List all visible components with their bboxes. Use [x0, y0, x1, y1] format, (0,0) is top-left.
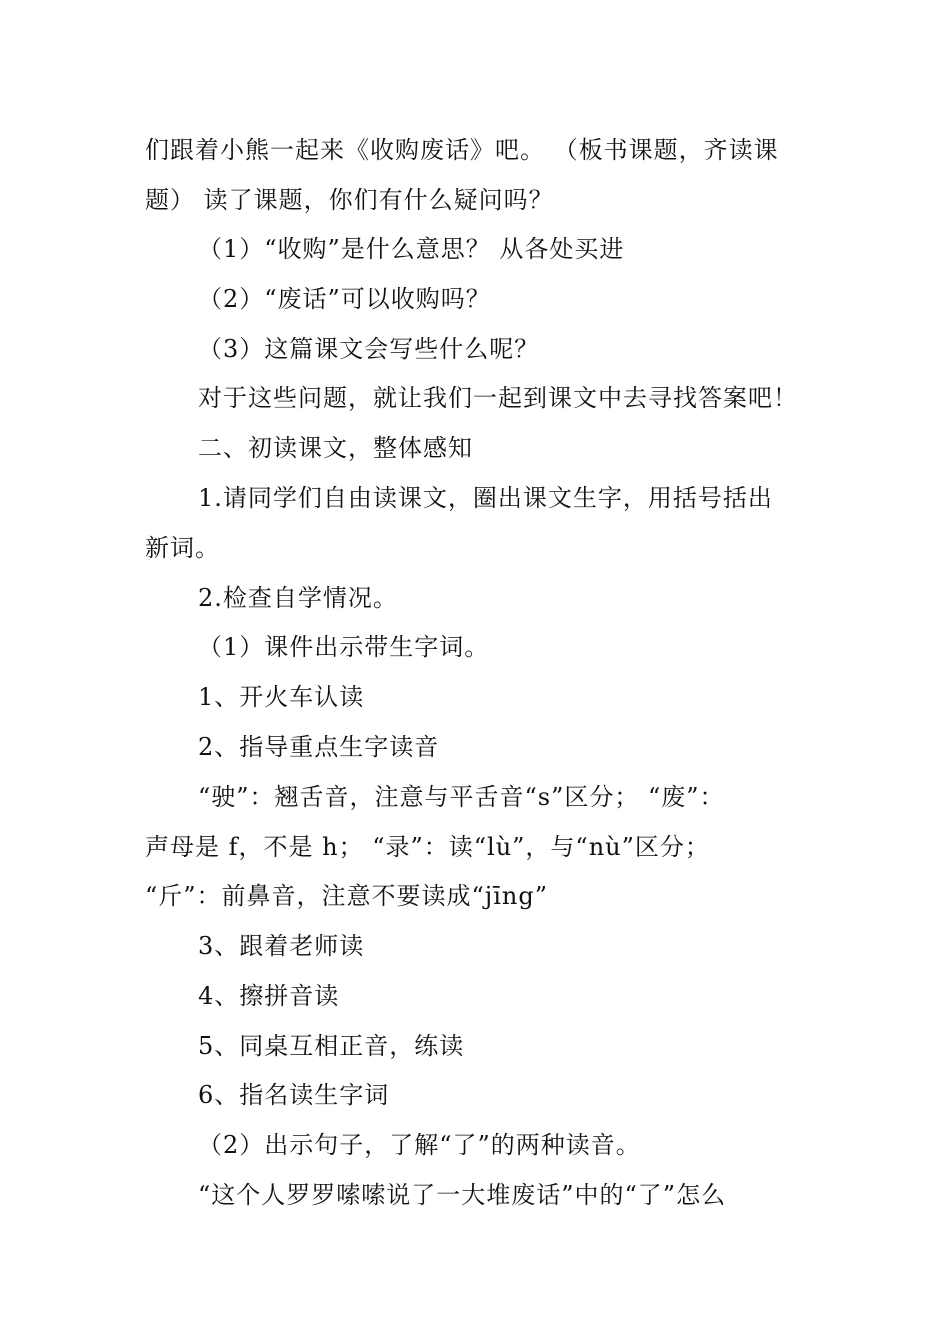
text-line: 们跟着小熊一起来《收购废话》吧。 （板书课题，齐读课 — [145, 136, 779, 164]
text-line: （2）出示句子，了解“了”的两种读音。 — [198, 1131, 641, 1159]
text-line: （2）“废话”可以收购吗？ — [198, 285, 491, 313]
text-line: 3、跟着老师读 — [198, 932, 365, 960]
text-line: 1、开火车认读 — [198, 683, 365, 711]
text-line: 声母是 f，不是 h； “录”：读“lù”，与“nù”区分； — [145, 833, 710, 861]
text-line: 4、擦拼音读 — [198, 982, 340, 1010]
text-line: 2、指导重点生字读音 — [198, 733, 440, 761]
text-line: （1）“收购”是什么意思？ 从各处买进 — [198, 235, 625, 263]
section-heading: 二、初读课文，整体感知 — [198, 434, 473, 462]
text-line: 新词。 — [145, 534, 220, 562]
text-line: “这个人罗罗嗦嗦说了一大堆废话”中的“了”怎么 — [198, 1181, 727, 1209]
text-line: （1）课件出示带生字词。 — [198, 633, 490, 661]
text-line: 对于这些问题，就让我们一起到课文中去寻找答案吧！ — [198, 384, 798, 412]
text-line: 1.请同学们自由读课文，圈出课文生字，用括号括出 — [198, 484, 773, 512]
text-line: “斤”：前鼻音，注意不要读成“jīng” — [145, 882, 549, 910]
text-line: “驶”：翘舌音，注意与平舌音“s”区分； “废”： — [198, 783, 725, 811]
text-line: 5、同桌互相正音，练读 — [198, 1032, 465, 1060]
text-line: 2.检查自学情况。 — [198, 584, 398, 612]
text-line: 题） 读了课题，你们有什么疑问吗？ — [145, 186, 554, 214]
text-line: 6、指名读生字词 — [198, 1081, 390, 1109]
text-line: （3）这篇课文会写些什么呢？ — [198, 335, 540, 363]
